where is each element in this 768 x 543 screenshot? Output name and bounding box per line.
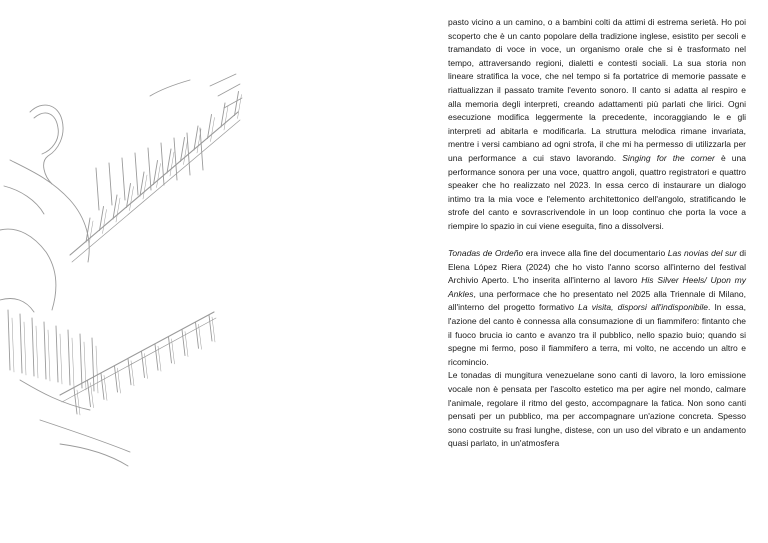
text-run: Le tonadas di mungitura venezuelane sono canti di lavoro, la loro emissione vocale non è pensata per l'ascolto estetico ma per agire nel mondo, calmare l'animale, regolare il ritmo del gesto, accompagnare la fatica. Non sono canti pensati per un pubblico, ma per accompagnare un'azione concreta. Spesso sono costruite su frasi lunghe, distese, con un uso del vibrato e un andamento quasi parlato, in un'atmosfera	[448, 370, 746, 449]
paragraph-2	[448, 247, 746, 369]
text-run: è una performance sonora per una voce, quattro angoli, quattro registratori e quattro speaker che ho realizzato nel 2023. In essa cerco di instaurare un dialogo intimo tra la mia voce e l'elemento architettonico dell'angolo, stratificando le strofe del canto e sovrascrivendole in un loop continuo che porta la voce a riempire lo spazio in cui viene eseguita, fino a dissolversi.	[448, 152, 746, 231]
italic-title: His Silver Heels/ Upon my Ankles	[448, 275, 746, 299]
italic-title: Tonadas de Ordeño	[448, 248, 524, 259]
italic-title: Las novias del sur	[667, 248, 737, 259]
text-run: di Elena López Riera (2024) che ho visto l'anno scorso all'interno del festival Archivio Aperto. L'ho inserita all'interno al lavoro	[448, 248, 746, 286]
italic-title: Singing for the corner	[622, 152, 715, 163]
paragraph-3	[448, 369, 746, 451]
text-run: . In essa, l'azione del canto è connessa alla consumazione di un fiammifero: fintanto che il fuoco brucia io canto e avanzo tra il pubblico, nello spazio buio; quando si spegne mi fermo, poso il fiammifero a terra, mi volto, ne accendo un altro e ricomincio.	[448, 302, 746, 367]
text-run: pasto vicino a un camino, o a bambini colti da attimi di estrema serietà. Ho poi scoperto che è un canto popolare della tradizione inglese, esistito per secoli e tramandato di voce in voce, un organismo orale che si è trasformato nel tempo, attraversando regioni, dialetti e contesti sociali. La sua storia non lineare stratifica la voce, che nel tempo si fa portatrice di memorie passate e riattualizzan il passato tramite l'evento sonoro. Il canto si adatta al respiro e alla memoria degli interpreti, creando adattamenti più parlati che lirici. Ogni esecuzione modifica leggermente la precedente, incoraggiando le e gli interpreti ad abitarla e modificarla. La struttura melodica rimane invariata, mentre i versi cambiano ad ogni strofa, il che mi ha permesso di utilizzarla per una performance a cui stavo lavorando.	[448, 17, 746, 163]
paragraph-1	[448, 16, 746, 234]
paragraph-spacer	[448, 234, 746, 248]
italic-title: La visita, disporsi all'indisponibile	[578, 302, 708, 313]
text-run: , una performace che ho presentato nel 2025 alla Triennale di Milano, all'interno del progetto formativo	[448, 288, 746, 313]
right-page	[384, 0, 768, 543]
text-run: era invece alla fine del documentario	[523, 248, 668, 259]
body-text	[448, 16, 746, 451]
